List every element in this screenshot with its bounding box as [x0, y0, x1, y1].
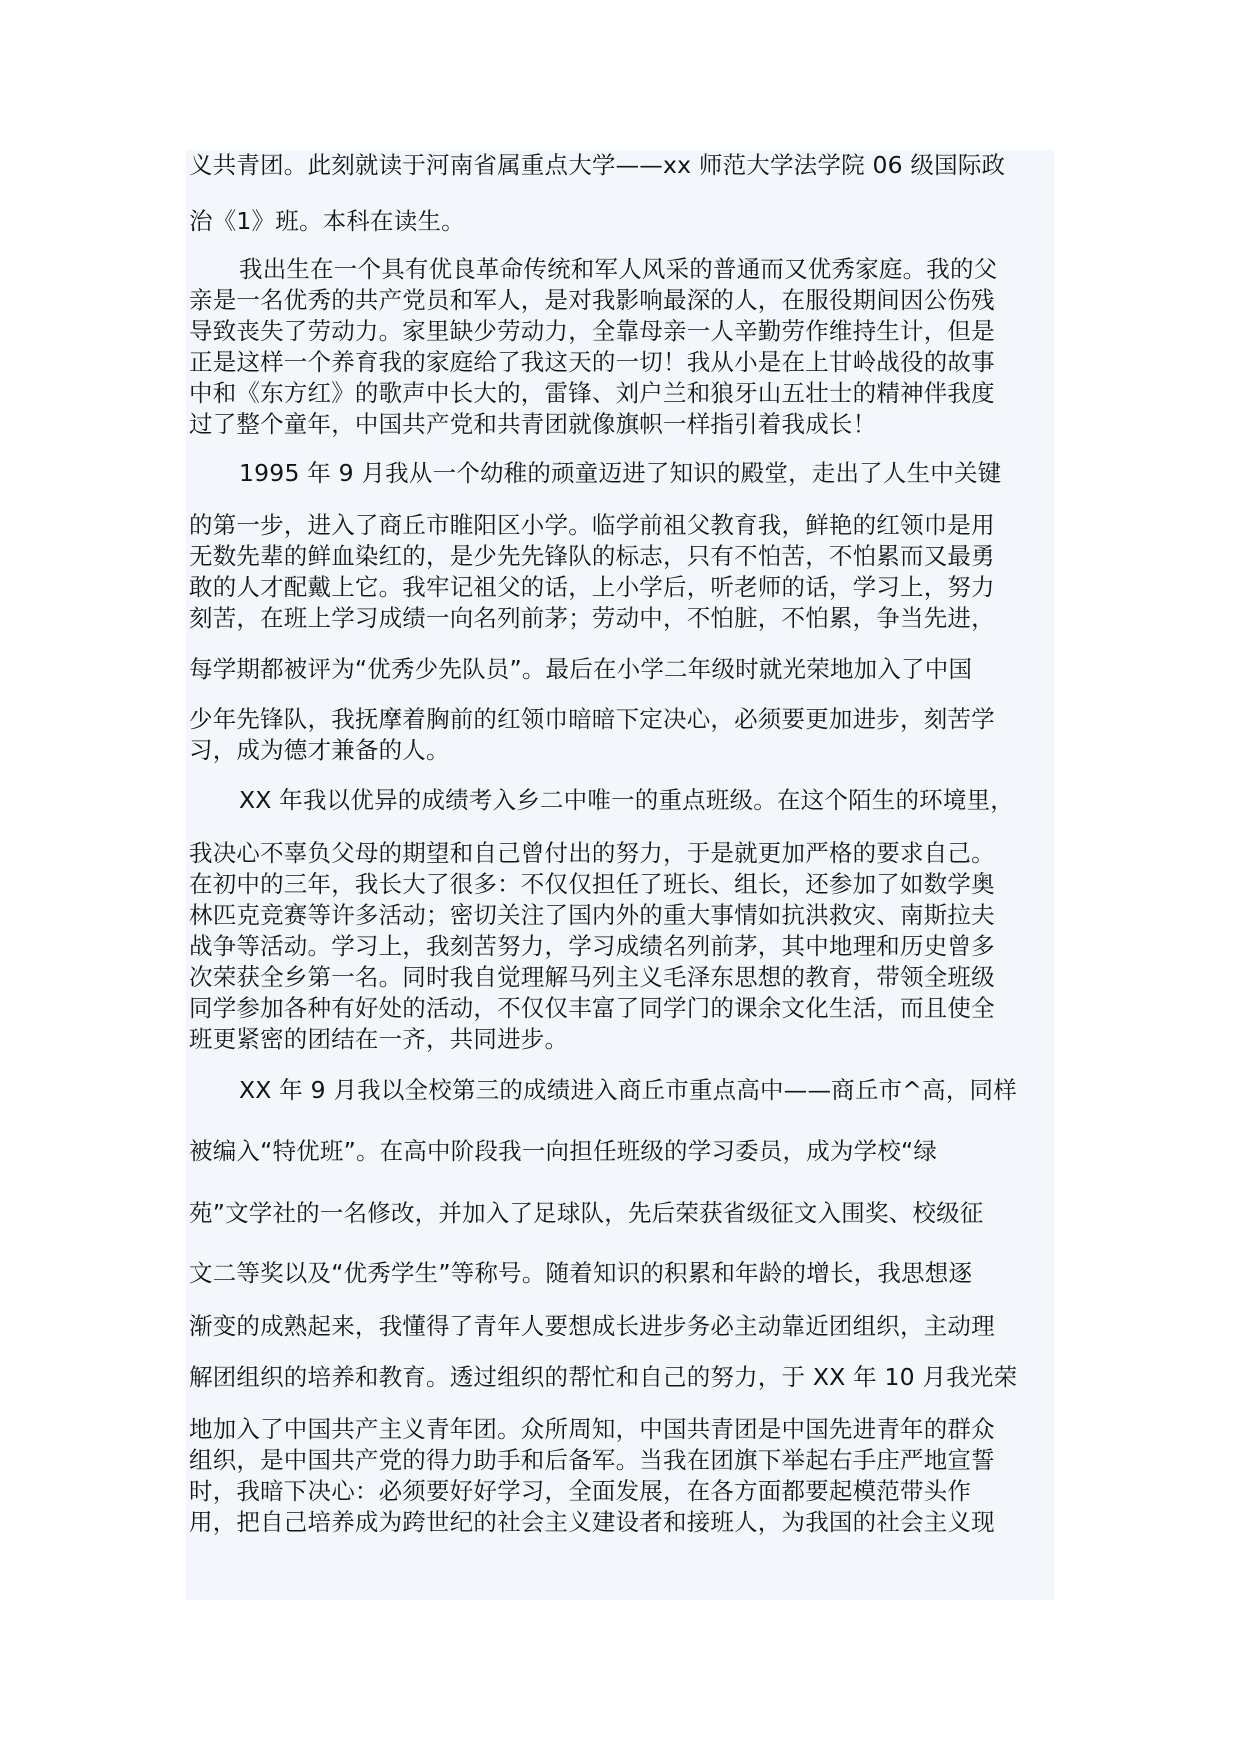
text-line: 亲是一名优秀的共产党员和军人，是对我影响最深的人，在服役期间因公伤残 — [189, 286, 995, 314]
text-line: 班更紧密的团结在一齐，共同进步。 — [189, 1025, 569, 1053]
text-line: 导致丧失了劳动力。家里缺少劳动力，全靠母亲一人辛勤劳作维持生计，但是 — [189, 317, 995, 345]
text-line: 少年先锋队，我抚摩着胸前的红领巾暗暗下定决心，必须要更加进步，刻苦学 — [189, 705, 995, 733]
text-line: 时，我暗下决心：必须要好好学习，全面发展，在各方面都要起模范带头作 — [189, 1477, 972, 1505]
text-line: 敢的人才配戴上它。我牢记祖父的话，上小学后，听老师的话，学习上，努力 — [189, 573, 995, 601]
text-line: 的第一步，进入了商丘市睢阳区小学。临学前祖父教育我，鲜艳的红领巾是用 — [189, 511, 995, 539]
paragraph-first-line: XX 年我以优异的成绩考入乡二中唯一的重点班级。在这个陌生的环境里， — [239, 786, 1014, 814]
text-line: 地加入了中国共产主义青年团。众所周知，中国共青团是中国先进青年的群众 — [189, 1415, 995, 1443]
paragraph-first-line: 1995 年 9 月我从一个幼稚的顽童迈进了知识的殿堂，走出了人生中关键 — [239, 459, 1002, 487]
text-line: 战争等活动。学习上，我刻苦努力，学习成绩名列前茅，其中地理和历史曾多 — [189, 932, 995, 960]
text-line: 林匹克竞赛等许多活动；密切关注了国内外的重大事情如抗洪救灾、南斯拉夫 — [189, 901, 995, 929]
text-line: 文二等奖以及“优秀学生”等称号。随着知识的积累和年龄的增长，我思想逐 — [189, 1259, 973, 1287]
text-line: 用，把自己培养成为跨世纪的社会主义建设者和接班人，为我国的社会主义现 — [189, 1508, 995, 1536]
text-line: 同学参加各种有好处的活动，不仅仅丰富了同学门的课余文化生活，而且使全 — [189, 994, 995, 1022]
text-line: 无数先辈的鲜血染红的，是少先先锋队的标志，只有不怕苦，不怕累而又最勇 — [189, 542, 995, 570]
text-line: 过了整个童年，中国共产党和共青团就像旗帜一样指引着我成长！ — [189, 410, 877, 438]
text-line: 我决心不辜负父母的期望和自己曾付出的努力，于是就更加严格的要求自己。 — [189, 839, 995, 867]
text-line: 每学期都被评为“优秀少先队员”。最后在小学二年级时就光荣地加入了中国 — [189, 655, 973, 683]
text-line: 习，成为德才兼备的人。 — [189, 736, 450, 764]
text-line: 渐变的成熟起来，我懂得了青年人要想成长进步务必主动靠近团组织，主动理 — [189, 1312, 995, 1340]
text-line: 组织，是中国共产党的得力助手和后备军。当我在团旗下举起右手庄严地宣誓 — [189, 1446, 995, 1474]
text-line: 治《1》班。本科在读生。 — [189, 207, 465, 235]
text-line: 中和《东方红》的歌声中长大的，雷锋、刘户兰和狼牙山五壮士的精神伴我度 — [189, 379, 995, 407]
text-line: 刻苦，在班上学习成绩一向名列前茅；劳动中，不怕脏，不怕累，争当先进， — [189, 604, 995, 632]
text-line: 在初中的三年，我长大了很多：不仅仅担任了班长、组长，还参加了如数学奥 — [189, 870, 995, 898]
paragraph-first-line: XX 年 9 月我以全校第三的成绩进入商丘市重点高中——商丘市^高，同样 — [239, 1076, 1017, 1104]
text-line: 义共青团。此刻就读于河南省属重点大学——xx 师范大学法学院 06 级国际政 — [189, 151, 1006, 179]
text-line: 苑”文学社的一名修改，并加入了足球队，先后荣获省级征文入围奖、校级征 — [189, 1199, 984, 1227]
paragraph-first-line: 我出生在一个具有优良革命传统和军人风采的普通而又优秀家庭。我的父 — [239, 255, 998, 283]
text-line: 被编入“特优班”。在高中阶段我一向担任班级的学习委员，成为学校“绿 — [189, 1137, 938, 1165]
text-line: 解团组织的培养和教育。透过组织的帮忙和自己的努力，于 XX 年 10 月我光荣 — [189, 1363, 1018, 1391]
text-line: 正是这样一个养育我的家庭给了我这天的一切！我从小是在上甘岭战役的故事 — [189, 348, 995, 376]
text-line: 次荣获全乡第一名。同时我自觉理解马列主义毛泽东思想的教育，带领全班级 — [189, 963, 995, 991]
